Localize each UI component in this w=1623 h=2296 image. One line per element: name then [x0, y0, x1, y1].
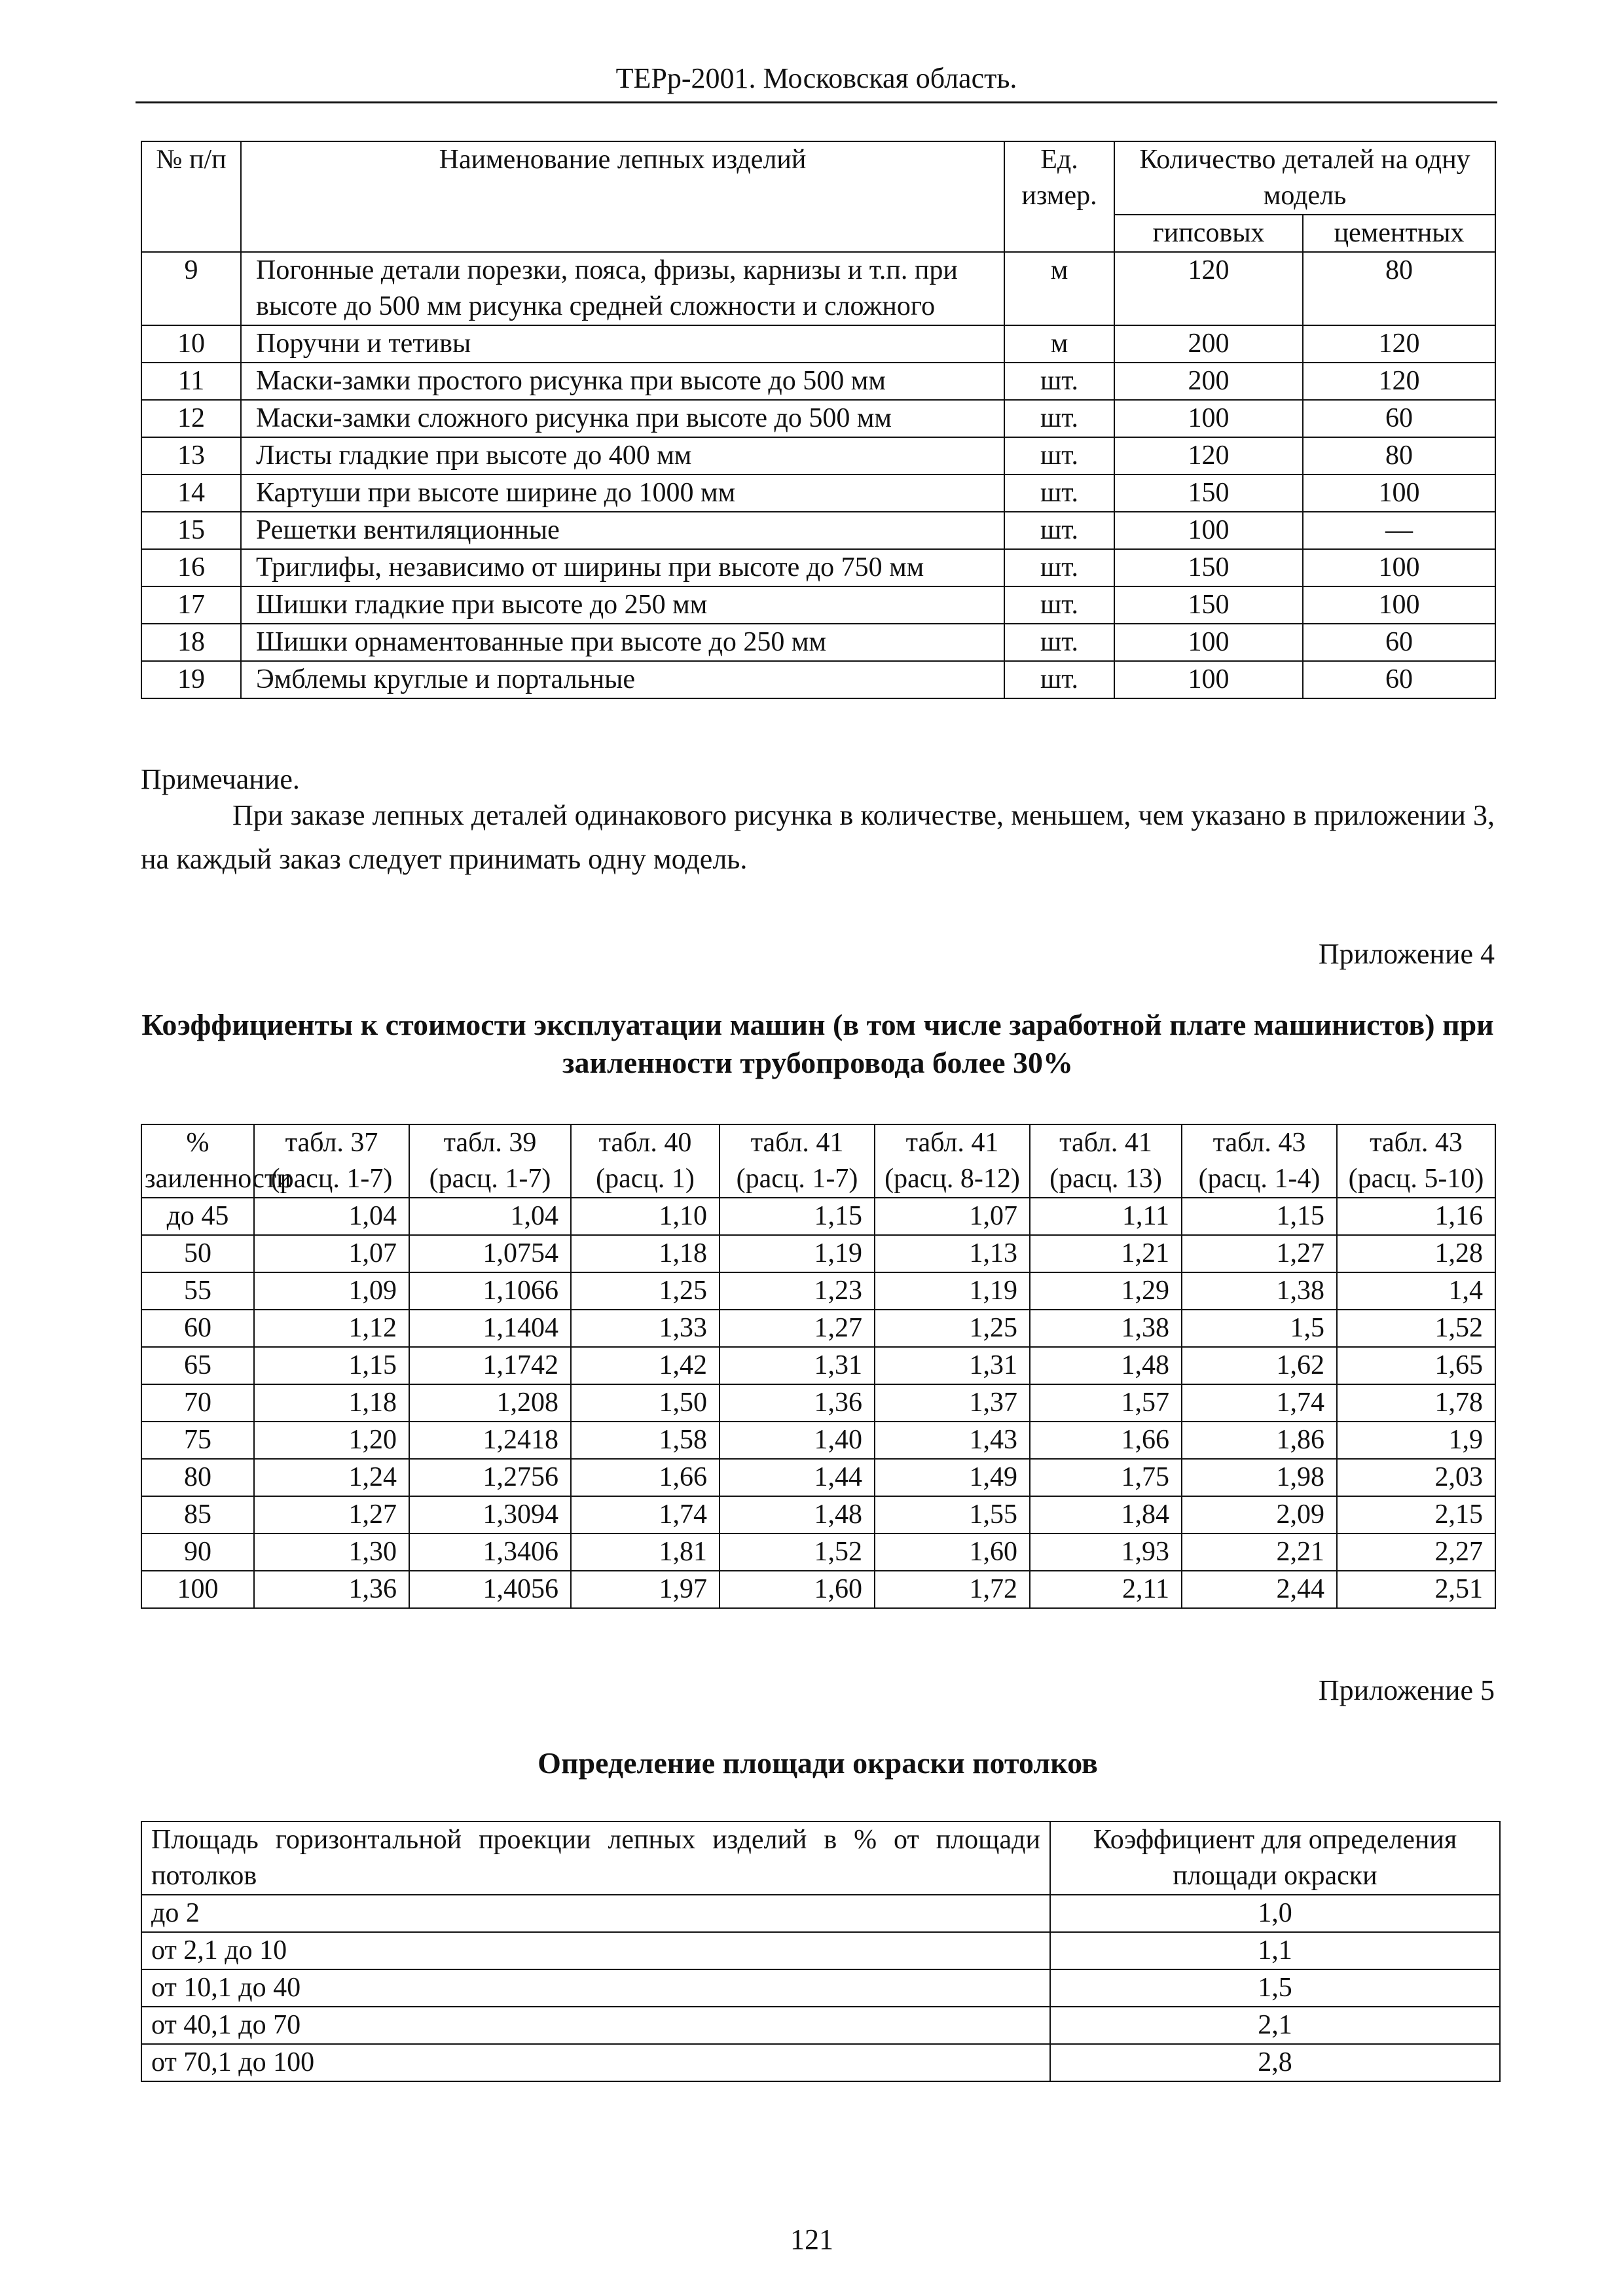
- cell-area: от 70,1 до 100: [141, 2044, 1050, 2081]
- cell-coefficient: 1,18: [571, 1235, 720, 1272]
- note-text: При заказе лепных деталей одинакового рисунка в количестве, меньшем, чем указано в приложении 3, на каждый заказ следует принимать одну модель.: [141, 799, 1495, 875]
- cell-coefficient: 1,30: [254, 1534, 409, 1571]
- cell-cement: —: [1303, 512, 1495, 549]
- cell-coefficient: 1,52: [1337, 1310, 1495, 1347]
- cell-coefficient: 1,40: [720, 1422, 875, 1459]
- cell-coefficient: 1,65: [1337, 1347, 1495, 1384]
- cell-coefficient: 1,11: [1030, 1198, 1182, 1235]
- cell-coef: 1,0: [1050, 1895, 1500, 1932]
- cell-gypsum: 100: [1114, 512, 1303, 549]
- table-row: [141, 325, 1495, 363]
- cell-coefficient: 2,44: [1182, 1571, 1337, 1608]
- cell-coefficient: 1,98: [1182, 1459, 1337, 1496]
- cell-percent: 90: [141, 1534, 254, 1571]
- table-row: [141, 1534, 1495, 1571]
- cell-percent: 65: [141, 1347, 254, 1384]
- cell-num: 17: [141, 586, 241, 624]
- cell-cement: 120: [1303, 325, 1495, 363]
- cell-area: до 2: [141, 1895, 1050, 1932]
- cell-coefficient: 1,1066: [409, 1272, 571, 1310]
- cell-coefficient: 1,93: [1030, 1534, 1182, 1571]
- cell-coefficient: 1,62: [1182, 1347, 1337, 1384]
- cell-gypsum: 150: [1114, 549, 1303, 586]
- cell-gypsum: 150: [1114, 475, 1303, 512]
- cell-num: 15: [141, 512, 241, 549]
- cell-percent: 85: [141, 1496, 254, 1534]
- cell-gypsum: 200: [1114, 325, 1303, 363]
- cell-unit: м: [1004, 252, 1114, 325]
- cell-num: 18: [141, 624, 241, 661]
- cell-coefficient: 1,55: [875, 1496, 1030, 1534]
- table-row: [141, 1272, 1495, 1310]
- coefficients-table: [141, 1124, 1496, 1609]
- cell-coefficient: 1,42: [571, 1347, 720, 1384]
- cell-cement: 60: [1303, 661, 1495, 698]
- column-header: табл. 43 (расц. 5-10): [1337, 1124, 1495, 1198]
- cell-name: Маски-замки сложного рисунка при высоте до 500 мм: [241, 400, 1004, 437]
- cell-unit: шт.: [1004, 661, 1114, 698]
- page-number: 121: [790, 2223, 833, 2255]
- cell-coefficient: 1,66: [571, 1459, 720, 1496]
- cell-cement: 80: [1303, 437, 1495, 475]
- appendix-4-title: Коэффициенты к стоимости эксплуатации машин (в том числе заработной плате машинистов) при заиленности трубопровода более 30%: [141, 1008, 1494, 1079]
- table-row: [141, 512, 1495, 549]
- cell-coefficient: 1,07: [875, 1198, 1030, 1235]
- cell-coefficient: 1,81: [571, 1534, 720, 1571]
- cell-coefficient: 1,2418: [409, 1422, 571, 1459]
- molded-items-table: [141, 141, 1496, 699]
- table-row: [141, 624, 1495, 661]
- cell-num: 16: [141, 549, 241, 586]
- running-header: ТЕРр-2001. Московская область.: [615, 62, 1017, 94]
- cell-percent: 75: [141, 1422, 254, 1459]
- table-row: [141, 252, 1495, 325]
- cell-coefficient: 1,9: [1337, 1422, 1495, 1459]
- cell-gypsum: 100: [1114, 624, 1303, 661]
- header-rule: [136, 101, 1497, 103]
- cell-coefficient: 1,10: [571, 1198, 720, 1235]
- cell-coefficient: 2,11: [1030, 1571, 1182, 1608]
- table-header-row: [141, 1124, 1495, 1198]
- table-row: [141, 2044, 1500, 2081]
- cell-coefficient: 1,27: [720, 1310, 875, 1347]
- cell-cement: 80: [1303, 252, 1495, 325]
- column-header: табл. 41 (расц. 13): [1030, 1124, 1182, 1198]
- table-row: [141, 1347, 1495, 1384]
- column-header: табл. 43 (расц. 1-4): [1182, 1124, 1337, 1198]
- cell-unit: м: [1004, 325, 1114, 363]
- cell-coefficient: 1,31: [875, 1347, 1030, 1384]
- cell-coefficient: 1,60: [875, 1534, 1030, 1571]
- cell-coefficient: 1,23: [720, 1272, 875, 1310]
- cell-num: 9: [141, 252, 241, 325]
- cell-name: Шишки гладкие при высоте до 250 мм: [241, 586, 1004, 624]
- cell-num: 13: [141, 437, 241, 475]
- cell-coefficient: 2,03: [1337, 1459, 1495, 1496]
- cell-unit: шт.: [1004, 363, 1114, 400]
- header-name: Наименование лепных изделий: [241, 141, 1004, 252]
- cell-coefficient: 1,43: [875, 1422, 1030, 1459]
- column-header: табл. 41 (расц. 8-12): [875, 1124, 1030, 1198]
- cell-coefficient: 1,15: [254, 1347, 409, 1384]
- cell-coefficient: 1,07: [254, 1235, 409, 1272]
- cell-coefficient: 1,208: [409, 1384, 571, 1422]
- cell-coefficient: 1,13: [875, 1235, 1030, 1272]
- cell-coefficient: 1,24: [254, 1459, 409, 1496]
- cell-name: Триглифы, независимо от ширины при высоте до 750 мм: [241, 549, 1004, 586]
- cell-coefficient: 1,58: [571, 1422, 720, 1459]
- table-row: [141, 1384, 1495, 1422]
- cell-coefficient: 1,21: [1030, 1235, 1182, 1272]
- header-cement: цементных: [1303, 215, 1495, 252]
- cell-gypsum: 150: [1114, 586, 1303, 624]
- table-row: [141, 661, 1495, 698]
- column-header: табл. 39 (расц. 1-7): [409, 1124, 571, 1198]
- cell-coefficient: 1,16: [1337, 1198, 1495, 1235]
- table-row: [141, 2007, 1500, 2044]
- table-row: [141, 1932, 1500, 1969]
- cell-unit: шт.: [1004, 624, 1114, 661]
- cell-name: Погонные детали порезки, пояса, фризы, карнизы и т.п. при высоте до 500 мм рисунка средней сложности и сложного: [241, 252, 1004, 325]
- cell-name: Листы гладкие при высоте до 400 мм: [241, 437, 1004, 475]
- cell-coefficient: 1,37: [875, 1384, 1030, 1422]
- cell-coefficient: 1,27: [1182, 1235, 1337, 1272]
- cell-coefficient: 1,74: [1182, 1384, 1337, 1422]
- table-row: [141, 1496, 1495, 1534]
- cell-coefficient: 2,15: [1337, 1496, 1495, 1534]
- table-row: [141, 1895, 1500, 1932]
- cell-coefficient: 1,44: [720, 1459, 875, 1496]
- table-row: [141, 1459, 1495, 1496]
- cell-coefficient: 2,21: [1182, 1534, 1337, 1571]
- cell-coefficient: 1,27: [254, 1496, 409, 1534]
- cell-coefficient: 1,66: [1030, 1422, 1182, 1459]
- cell-area: от 40,1 до 70: [141, 2007, 1050, 2044]
- cell-coefficient: 1,04: [254, 1198, 409, 1235]
- cell-gypsum: 100: [1114, 400, 1303, 437]
- cell-coefficient: 1,50: [571, 1384, 720, 1422]
- column-header: табл. 37 (расц. 1-7): [254, 1124, 409, 1198]
- cell-coefficient: 1,09: [254, 1272, 409, 1310]
- cell-cement: 100: [1303, 549, 1495, 586]
- cell-num: 12: [141, 400, 241, 437]
- note-title: Примечание.: [141, 763, 300, 795]
- table-row: [141, 400, 1495, 437]
- cell-cement: 120: [1303, 363, 1495, 400]
- cell-percent: 55: [141, 1272, 254, 1310]
- cell-coefficient: 1,1404: [409, 1310, 571, 1347]
- column-header: табл. 40 (расц. 1): [571, 1124, 720, 1198]
- cell-coefficient: 1,25: [875, 1310, 1030, 1347]
- cell-cement: 60: [1303, 400, 1495, 437]
- cell-coefficient: 1,74: [571, 1496, 720, 1534]
- cell-coefficient: 1,18: [254, 1384, 409, 1422]
- cell-percent: 50: [141, 1235, 254, 1272]
- cell-name: Маски-замки простого рисунка при высоте до 500 мм: [241, 363, 1004, 400]
- cell-unit: шт.: [1004, 437, 1114, 475]
- table-row: [141, 437, 1495, 475]
- cell-coef: 1,5: [1050, 1969, 1500, 2007]
- cell-coefficient: 1,15: [1182, 1198, 1337, 1235]
- cell-coefficient: 1,4056: [409, 1571, 571, 1608]
- table-row: [141, 1422, 1495, 1459]
- cell-num: 14: [141, 475, 241, 512]
- table-row: [141, 1969, 1500, 2007]
- cell-coefficient: 1,49: [875, 1459, 1030, 1496]
- cell-coef: 1,1: [1050, 1932, 1500, 1969]
- cell-coefficient: 2,27: [1337, 1534, 1495, 1571]
- header-coef: Коэффициент для определения площади окраски: [1050, 1821, 1500, 1895]
- cell-coefficient: 2,09: [1182, 1496, 1337, 1534]
- table-row: [141, 586, 1495, 624]
- cell-percent: 60: [141, 1310, 254, 1347]
- cell-cement: 60: [1303, 624, 1495, 661]
- cell-coefficient: 1,60: [720, 1571, 875, 1608]
- cell-coefficient: 1,5: [1182, 1310, 1337, 1347]
- cell-coefficient: 1,48: [720, 1496, 875, 1534]
- column-header: табл. 41 (расц. 1-7): [720, 1124, 875, 1198]
- header-gypsum: гипсовых: [1114, 215, 1303, 252]
- cell-coefficient: 1,20: [254, 1422, 409, 1459]
- cell-gypsum: 120: [1114, 252, 1303, 325]
- cell-coefficient: 1,29: [1030, 1272, 1182, 1310]
- header-unit: Ед. измер.: [1004, 141, 1114, 252]
- cell-name: Поручни и тетивы: [241, 325, 1004, 363]
- cell-coefficient: 1,36: [254, 1571, 409, 1608]
- table-row: [141, 475, 1495, 512]
- cell-coefficient: 1,15: [720, 1198, 875, 1235]
- cell-coefficient: 1,3406: [409, 1534, 571, 1571]
- cell-coefficient: 1,86: [1182, 1422, 1337, 1459]
- cell-unit: шт.: [1004, 586, 1114, 624]
- cell-name: Решетки вентиляционные: [241, 512, 1004, 549]
- cell-name: Картуши при высоте ширине до 1000 мм: [241, 475, 1004, 512]
- ceiling-area-table: [141, 1821, 1501, 2082]
- cell-coefficient: 1,28: [1337, 1235, 1495, 1272]
- cell-coefficient: 2,51: [1337, 1571, 1495, 1608]
- cell-coefficient: 1,97: [571, 1571, 720, 1608]
- header-num: № п/п: [141, 141, 241, 252]
- cell-coefficient: 1,72: [875, 1571, 1030, 1608]
- header-area: Площадь горизонтальной проекции лепных изделий в % от площади потолков: [141, 1821, 1050, 1895]
- cell-gypsum: 100: [1114, 661, 1303, 698]
- cell-coefficient: 1,38: [1182, 1272, 1337, 1310]
- cell-coefficient: 1,04: [409, 1198, 571, 1235]
- cell-coefficient: 1,31: [720, 1347, 875, 1384]
- column-header: % заиленности: [141, 1124, 254, 1198]
- cell-area: от 2,1 до 10: [141, 1932, 1050, 1969]
- cell-num: 11: [141, 363, 241, 400]
- cell-unit: шт.: [1004, 549, 1114, 586]
- cell-unit: шт.: [1004, 475, 1114, 512]
- cell-coefficient: 1,52: [720, 1534, 875, 1571]
- cell-coefficient: 1,19: [875, 1272, 1030, 1310]
- cell-unit: шт.: [1004, 512, 1114, 549]
- cell-coefficient: 1,3094: [409, 1496, 571, 1534]
- appendix-4-label: Приложение 4: [1318, 938, 1495, 970]
- cell-coefficient: 1,19: [720, 1235, 875, 1272]
- cell-coefficient: 1,4: [1337, 1272, 1495, 1310]
- cell-coefficient: 1,84: [1030, 1496, 1182, 1534]
- cell-coefficient: 1,1742: [409, 1347, 571, 1384]
- cell-name: Эмблемы круглые и портальные: [241, 661, 1004, 698]
- cell-coefficient: 1,78: [1337, 1384, 1495, 1422]
- cell-coefficient: 1,57: [1030, 1384, 1182, 1422]
- cell-coefficient: 1,33: [571, 1310, 720, 1347]
- cell-percent: до 45: [141, 1198, 254, 1235]
- cell-name: Шишки орнаментованные при высоте до 250 мм: [241, 624, 1004, 661]
- cell-coef: 2,1: [1050, 2007, 1500, 2044]
- cell-coef: 2,8: [1050, 2044, 1500, 2081]
- cell-cement: 100: [1303, 586, 1495, 624]
- cell-num: 19: [141, 661, 241, 698]
- cell-area: от 10,1 до 40: [141, 1969, 1050, 2007]
- appendix-5-title: Определение площади окраски потолков: [538, 1746, 1098, 1780]
- cell-gypsum: 120: [1114, 437, 1303, 475]
- header-qty: Количество деталей на одну модель: [1114, 141, 1495, 215]
- cell-coefficient: 1,75: [1030, 1459, 1182, 1496]
- cell-unit: шт.: [1004, 400, 1114, 437]
- cell-percent: 80: [141, 1459, 254, 1496]
- table-row: [141, 1198, 1495, 1235]
- table-row: [141, 1235, 1495, 1272]
- cell-coefficient: 1,48: [1030, 1347, 1182, 1384]
- cell-coefficient: 1,12: [254, 1310, 409, 1347]
- cell-coefficient: 1,0754: [409, 1235, 571, 1272]
- cell-gypsum: 200: [1114, 363, 1303, 400]
- table-row: [141, 363, 1495, 400]
- table-row: [141, 1310, 1495, 1347]
- table-row: [141, 1571, 1495, 1608]
- cell-coefficient: 1,38: [1030, 1310, 1182, 1347]
- cell-percent: 70: [141, 1384, 254, 1422]
- cell-coefficient: 1,25: [571, 1272, 720, 1310]
- appendix-5-label: Приложение 5: [1318, 1674, 1495, 1706]
- cell-percent: 100: [141, 1571, 254, 1608]
- table-row: [141, 549, 1495, 586]
- cell-coefficient: 1,36: [720, 1384, 875, 1422]
- cell-cement: 100: [1303, 475, 1495, 512]
- cell-coefficient: 1,2756: [409, 1459, 571, 1496]
- cell-num: 10: [141, 325, 241, 363]
